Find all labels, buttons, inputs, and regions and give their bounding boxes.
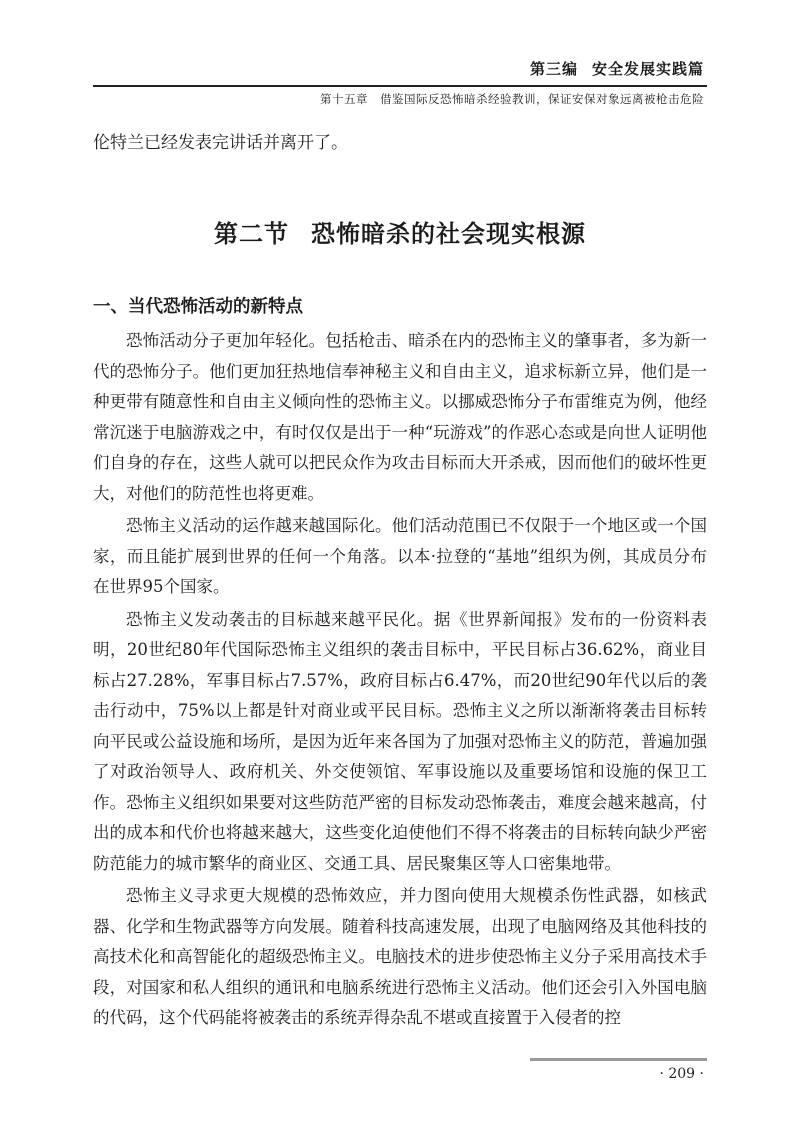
section-heading: 恐怖暗杀的社会现实根源 [311,220,586,248]
header-part-label: 第三编 [529,60,578,78]
section-number: 第二节 [214,220,289,248]
page-body [93,128,707,1036]
running-header-part [516,58,704,79]
header-part-title: 安全发展实践篇 [591,60,704,78]
paragraph-1: 恐怖活动分子更加年轻化。包括枪击、暗杀在内的恐怖主义的肇事者，多为新一代的恐怖分子。他们更加狂热地信奉神秘主义和自由主义，追求标新立异，他们是一种更带有随意性和自由主义倾向性的恐怖主义。以挪威恐怖分子布雷维克为例，他经常沉迷于电脑游戏之中，有时仅仅是出于一种“玩游戏”的作恶心态或是向世人证明他们自身的存在，这些人就可以把民众作为攻击目标而大开杀戒，因而他们的破坏性更大，对他们的防范性也将更难。 [93,331,707,503]
header-divider [93,85,707,87]
subsection-title: 一、当代恐怖活动的新特点 [93,297,303,317]
paragraph-4: 恐怖主义寻求更大规模的恐怖效应，并力图向使用大规模杀伤性武器，如核武器、化学和生物武器等方向发展。随着科技高速发展，出现了电脑网络及其他科技的高技术化和高智能化的超级恐怖主义。电脑技术的进步使恐怖主义分子采用高技术手段，对国家和私人组织的通讯和电脑系统进行恐怖主义活动。他们还会引入外国电脑的代码，这个代码能将被袭击的系统弄得杂乱不堪或直接置于入侵者的控 [93,886,707,1027]
page-number: · 209 · [659,1066,704,1082]
running-header-chapter: 第十五章 借鉴国际反恐怖暗杀经验教训，保证安保对象远离被枪击危险 [320,92,704,106]
continued-text-line: 伦特兰已经发表完讲话并离开了。 [93,133,348,153]
paragraph-2: 恐怖主义活动的运作越来越国际化。他们活动范围已不仅限于一个地区或一个国家，而且能扩展到世界的任何一个角落。以本·拉登的“基地”组织为例，其成员分布在世界95个国家。 [93,516,707,596]
footer-divider [530,1058,707,1061]
paragraph-3: 恐怖主义发动袭击的目标越来越平民化。据《世界新闻报》发布的一份资料表明，20世纪80年代国际恐怖主义组织的袭击目标中，平民目标占36.62%，商业目标占27.28%，军事目标占7.57%，政府目标占6.47%，而20世纪90年代以后的袭击行动中，75%以上都是针对商业或平民目标。恐怖主义之所以渐渐将袭击目标转向平民或公益设施和场所，是因为近年来各国为了加强对恐怖主义的防范，普遍加强了对政治领导人、政府机关、外交使领馆、军事设施以及重要场馆和设施的保卫工作。恐怖主义组织如果要对这些防范严密的目标发动恐怖袭击，难度会越来越高，付出的成本和代价也将越来越大，这些变化迫使他们不得不将袭击的目标转向缺少严密防范能力的城市繁华的商业区、交通工具、居民聚集区等人口密集地带。 [93,609,707,873]
section-title [93,214,707,249]
